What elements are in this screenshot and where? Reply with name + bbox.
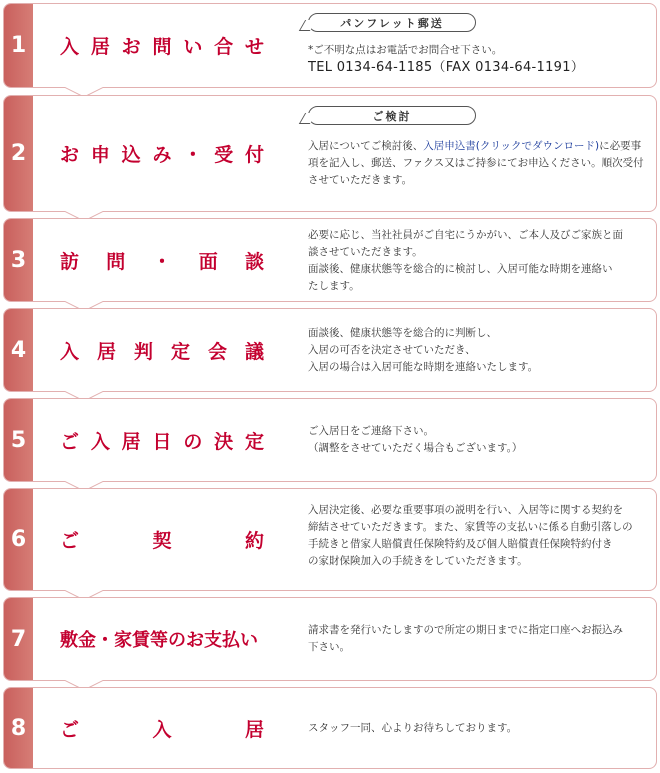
body-line: スタッフ一同、心よりお待ちしております。 <box>308 722 518 734</box>
step-title: ご入居 <box>60 718 264 741</box>
step-body <box>308 138 644 189</box>
body-line: たします。 <box>308 280 360 292</box>
step-body <box>308 720 644 737</box>
step-title: お申込み・受付 <box>60 144 264 166</box>
body-line: の家財保険加入の手続きをしていただきます。 <box>308 555 528 567</box>
body-line: 入居の可否を決定させていただき、 <box>308 344 476 356</box>
body-line: 締結させていただきます。また、家賃等の支払いに係る自動引落しの <box>308 521 633 533</box>
step-number: 5 <box>4 399 33 481</box>
step-8 <box>3 687 657 769</box>
step-number: 4 <box>4 309 33 391</box>
step-number: 3 <box>4 219 33 301</box>
step-title: 入居判定会議 <box>60 340 264 363</box>
step-number: 1 <box>4 4 33 87</box>
step-2 <box>3 95 657 212</box>
step-body <box>308 622 644 656</box>
step-body <box>308 42 644 76</box>
body-line: 入居決定後、必要な重要事項の説明を行い、入居等に関する契約を <box>308 504 623 516</box>
step-4 <box>3 308 657 392</box>
consideration-label: ご検討 <box>308 106 476 125</box>
step-3 <box>3 218 657 302</box>
body-text-post: に必要事項を記入し、郵送、ファクス又はご持参にてお申込ください。順次受付させていただきます。 <box>308 140 644 186</box>
pamphlet-mailing-label: パンフレット郵送 <box>308 13 476 32</box>
body-line: 面談後、健康状態等を総合的に検討し、入居可能な時期を連絡い <box>308 263 613 275</box>
step-number: 8 <box>4 688 33 768</box>
step-6 <box>3 488 657 591</box>
body-line: 手続きと借家人賠償責任保険特約及び個人賠償責任保険特約付き <box>308 538 613 550</box>
phone-numbers: TEL 0134-64-1185（FAX 0134-64-1191） <box>308 60 585 75</box>
step-body <box>308 325 644 376</box>
application-form-download-link[interactable]: 入居申込書(クリックでダウンロード) <box>423 140 600 152</box>
step-number: 6 <box>4 489 33 590</box>
body-text-pre: 入居についてご検討後、 <box>308 140 424 152</box>
step-number: 7 <box>4 598 33 680</box>
step-body <box>308 502 644 570</box>
note-text: *ご不明な点はお電話でお問合せ下さい。 <box>308 44 503 56</box>
step-number: 2 <box>4 96 33 211</box>
step-1 <box>3 3 657 88</box>
step-title: ご契約 <box>60 530 264 552</box>
step-title: 訪問・面談 <box>60 250 264 273</box>
step-body <box>308 227 644 295</box>
step-body <box>308 423 644 457</box>
step-title: ご入居日の決定 <box>60 430 264 453</box>
body-line: 面談後、健康状態等を総合的に判断し、 <box>308 327 497 339</box>
body-line: 必要に応じ、当社社員がご自宅にうかがい、ご本人及びご家族と面 <box>308 229 623 241</box>
step-5 <box>3 398 657 482</box>
body-line: ご入居日をご連絡下さい。 <box>308 425 434 437</box>
step-title: 入居お問い合せ <box>60 36 264 58</box>
body-line: （調整をさせていただく場合もございます。） <box>308 442 523 454</box>
step-7 <box>3 597 657 681</box>
body-line: 請求書を発行いたしますので所定の期日までに指定口座へお振込み <box>308 624 623 636</box>
body-line: 入居の場合は入居可能な時期を連絡いたします。 <box>308 361 539 373</box>
step-title: 敷金・家賃等のお支払い <box>60 630 258 651</box>
body-line: 下さい。 <box>308 641 350 653</box>
body-line: 談させていただきます。 <box>308 246 423 258</box>
